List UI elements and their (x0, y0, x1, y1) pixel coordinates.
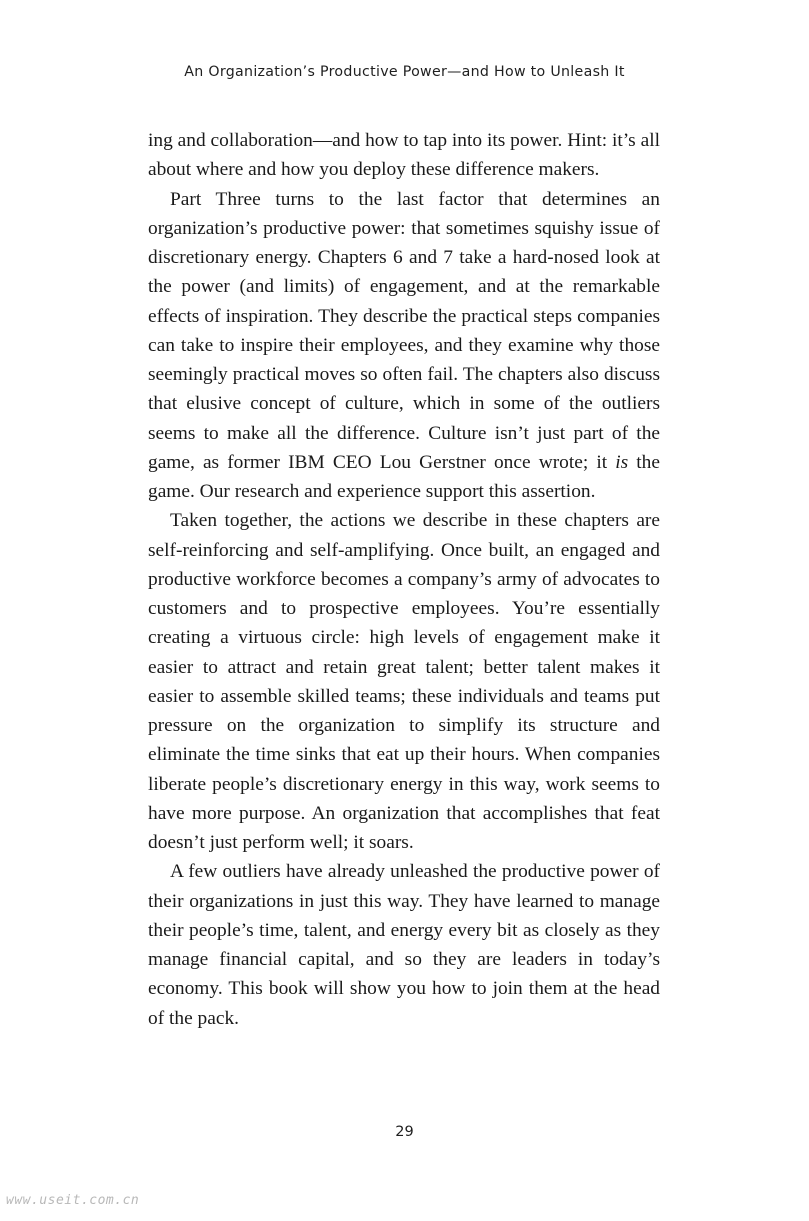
page-number: 29 (395, 1124, 414, 1140)
emphasis-text: is (615, 451, 629, 473)
text-segment: Part Three turns to the last factor that determines an organization’s productive power: that sometimes squishy issue of discretionary energy. Chapters 6 and 7 take a hard-nosed look at the power (and limits) of engagement, and at the remarkable effects of inspiration. They describe the practical steps companies can take to inspire their employees, and they examine why those seemingly practical moves so often fail. The chapters also discuss that elusive concept of culture, which in some of the outliers seems to make all the difference. Culture isn’t just part of the game, as former IBM CEO Lou Gerstner once wrote; it (148, 188, 660, 473)
paragraph-few-outliers (148, 857, 660, 1033)
watermark: www.useit.com.cn (6, 1193, 140, 1208)
running-head: An Organization’s Productive Power—and How to Unleash It (184, 64, 625, 80)
text-segment: A few outliers have already unleashed the productive power of their organizations in just this way. They have learned to manage their people’s time, talent, and energy every bit as closely as they manage financial capital, and so they are leaders in today’s economy. This book will show you how to join them at the head of the pack. (148, 861, 660, 1029)
paragraph-part-three (148, 185, 660, 507)
paragraph-taken-together (148, 506, 660, 857)
text-segment: Taken together, the actions we describe in these chapters are self-reinforcing and self-amplifying. Once built, an engaged and productive workforce becomes a company’s army of advocates to customers and to prospective employees. You’re essentially creating a virtuous circle: high levels of engagement make it easier to attract and retain great talent; better talent makes it easier to assemble skilled teams; these individuals and teams put pressure on the organization to simplify its structure and eliminate the time sinks that eat up their hours. When companies liberate people’s discretionary energy in this way, work seems to have more purpose. An organization that accomplishes that feat doesn’t just perform well; it soars. (148, 510, 660, 853)
text-segment: the game. Our research and experience support this assertion. (148, 451, 660, 502)
paragraph-continuation (148, 126, 660, 185)
body-text (148, 126, 660, 1033)
text-segment: ing and collaboration—and how to tap into its power. Hint: it’s all about where and how you deploy these difference makers. (148, 130, 660, 181)
